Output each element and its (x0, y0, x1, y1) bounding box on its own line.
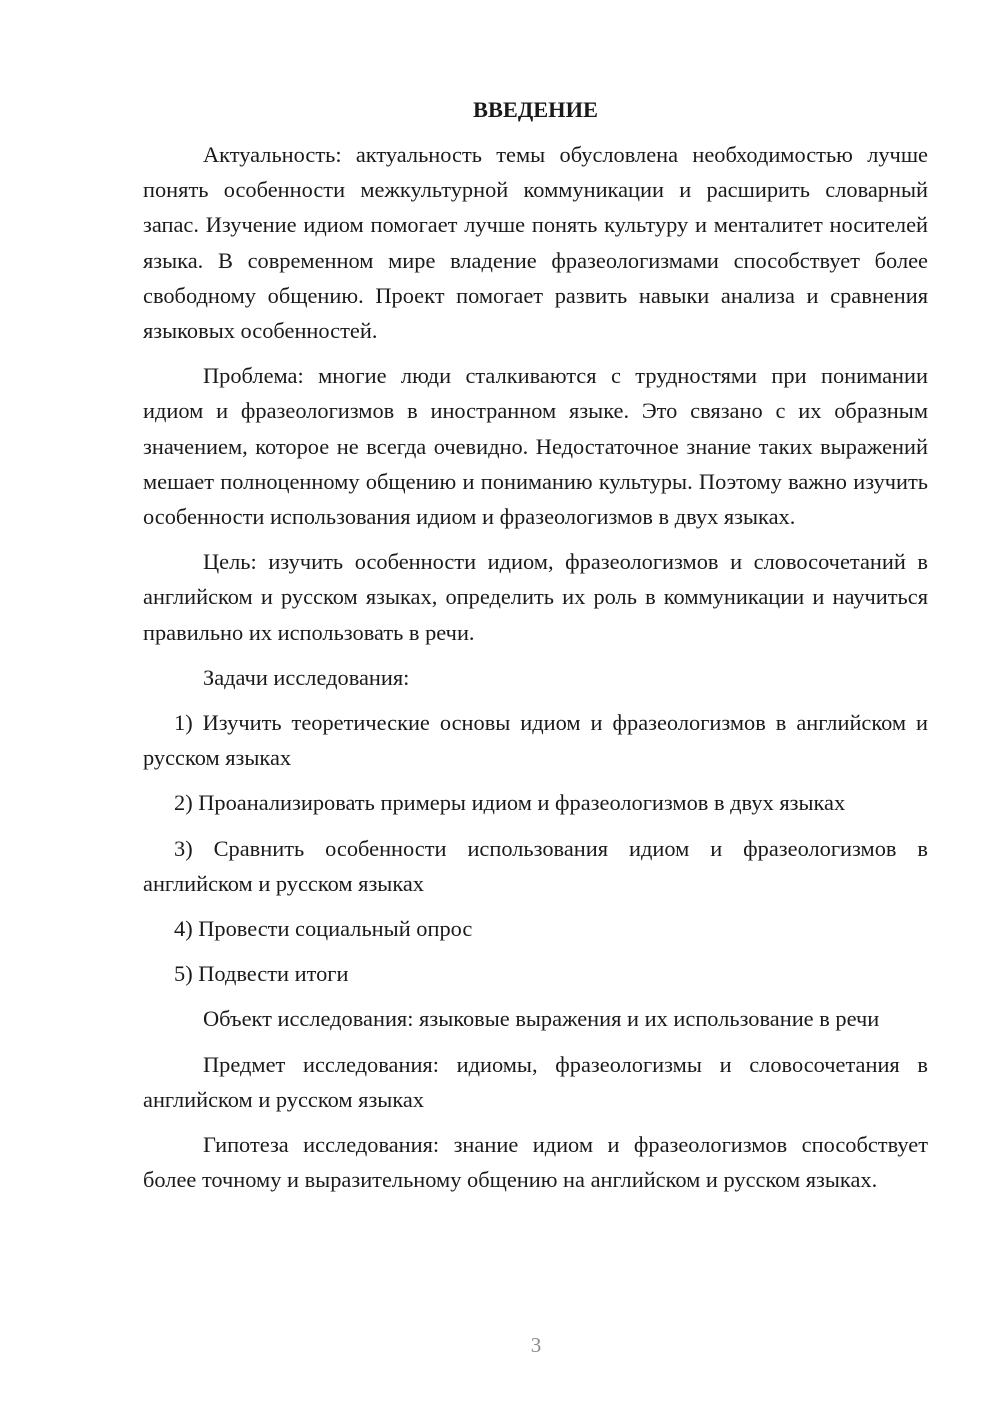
task-item-5: 5) Подвести итоги (174, 961, 349, 987)
subject-paragraph: Предмет исследования: идиомы, фразеологизмы и словосочетания в английском и русском языках (143, 1051, 928, 1112)
task-item-1: 1) Изучить теоретические основы идиом и фразеологизмов в английском и русском языках (143, 710, 928, 771)
task-item-4: 4) Провести социальный опрос (174, 916, 473, 942)
document-page (143, 95, 928, 1207)
page-number: 3 (530, 1333, 542, 1357)
problem-paragraph: Проблема: многие люди сталкиваются с трудностями при понимании идиом и фразеологизмов в иностранном языке. Это связано с их образным значением, которое не всегда очевидно. Недостаточное знание таких выражений мешает полноценному общению и пониманию культуры. Поэтому важно изучить особенности использования идиом и фразеологизмов в двух языках. (143, 363, 928, 530)
tasks-list (143, 705, 928, 991)
relevance-paragraph: Актуальность: актуальность темы обусловлена необходимостью лучше понять особенности межкультурной коммуникации и расширить словарный запас. Изучение идиом помогает лучше понять культуру и менталитет носителей языка. В современном мире владение фразеологизмами способствует более свободному общению. Проект помогает развить навыки анализа и сравнения языковых особенностей. (143, 142, 928, 344)
task-item-2: 2) Проанализировать примеры идиом и фразеологизмов в двух языках (174, 790, 846, 816)
section-heading: ВВЕДЕНИЕ (473, 97, 598, 122)
goal-paragraph: Цель: изучить особенности идиом, фразеологизмов и словосочетаний в английском и русском языках, определить их роль в коммуникации и научиться правильно их использовать в речи. (143, 549, 928, 645)
tasks-title: Задачи исследования: (203, 664, 410, 690)
hypothesis-paragraph: Гипотеза исследования: знание идиом и фразеологизмов способствует более точному и выразительному общению на английском и русском языках. (143, 1132, 928, 1193)
task-item-3: 3) Сравнить особенности использования идиом и фразеологизмов в английском и русском языках (143, 835, 928, 896)
object-paragraph: Объект исследования: языковые выражения и их использование в речи (203, 1006, 880, 1032)
